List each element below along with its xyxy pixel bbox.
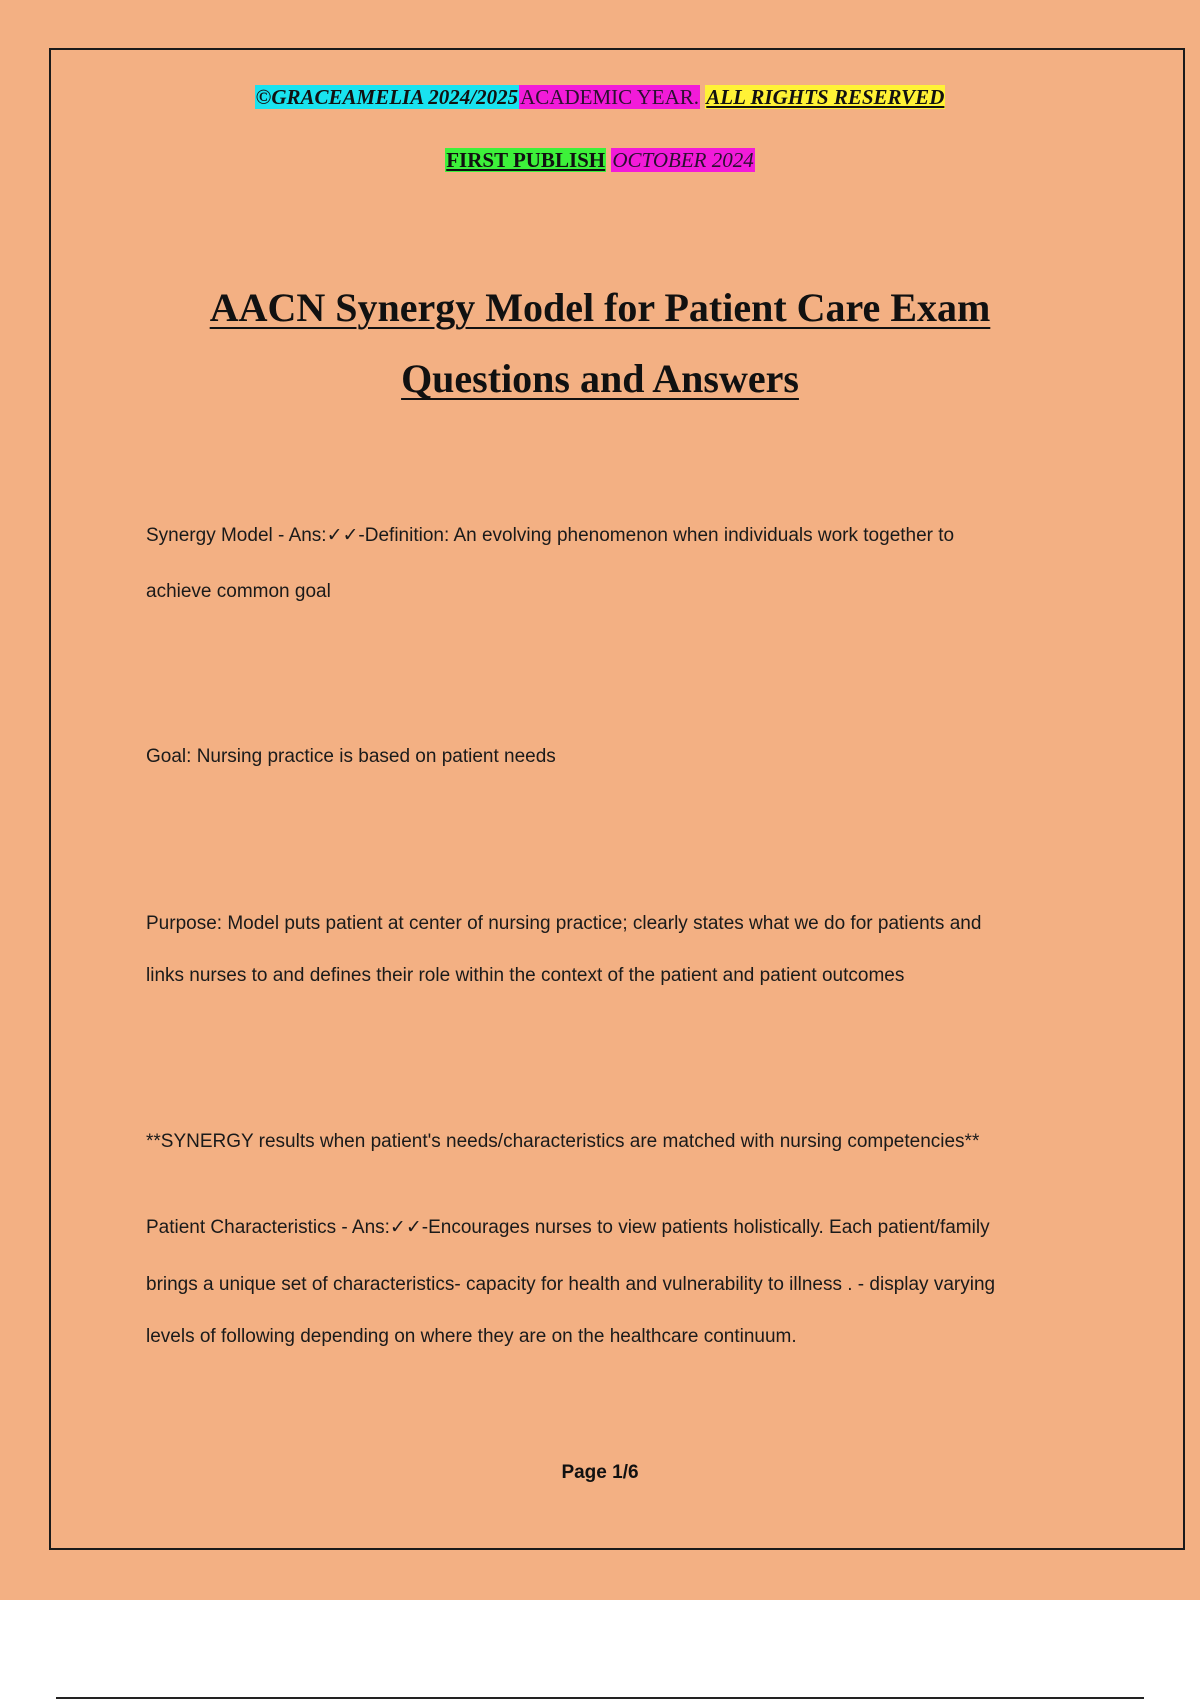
synergy-results-paragraph: **SYNERGY results when patient's needs/characteristics are matched with nursing competencies** [146,1131,980,1152]
patient-characteristics-line3: levels of following depending on where they are on the healthcare continuum. [146,1326,797,1347]
copyright-text: ©GRACEAMELIA 2024/2025 [255,85,519,109]
document-title-line2: Questions and Answers [401,356,799,401]
bottom-divider [56,1697,1144,1699]
purpose-paragraph-line1: Purpose: Model puts patient at center of nursing practice; clearly states what we do for patients and [146,913,982,934]
patient-characteristics-line2: brings a unique set of characteristics- capacity for health and vulnerability to illness . - display varying [146,1274,996,1295]
publish-date-text: OCTOBER 2024 [612,148,754,172]
page-number: Page 1/6 [561,1462,639,1483]
page-border [49,48,1185,1550]
document-title-line1: AACN Synergy Model for Patient Care Exam [209,285,991,330]
rights-text: ALL RIGHTS RESERVED [706,85,945,109]
patient-characteristics-line1: Patient Characteristics - Ans:✓✓-Encourages nurses to view patients holistically. Each patient/family [146,1217,990,1238]
purpose-paragraph-line2: links nurses to and defines their role within the context of the patient and patient outcomes [146,965,905,986]
synergy-model-definition-line2: achieve common goal [146,581,331,602]
first-publish-text: FIRST PUBLISH [446,148,606,172]
copyright-header [0,85,1200,110]
academic-year-text: ACADEMIC YEAR. [520,85,700,109]
publish-header [0,148,1200,173]
goal-paragraph: Goal: Nursing practice is based on patient needs [146,746,556,767]
synergy-model-definition-line1: Synergy Model - Ans:✓✓-Definition: An evolving phenomenon when individuals work together to [146,525,955,546]
